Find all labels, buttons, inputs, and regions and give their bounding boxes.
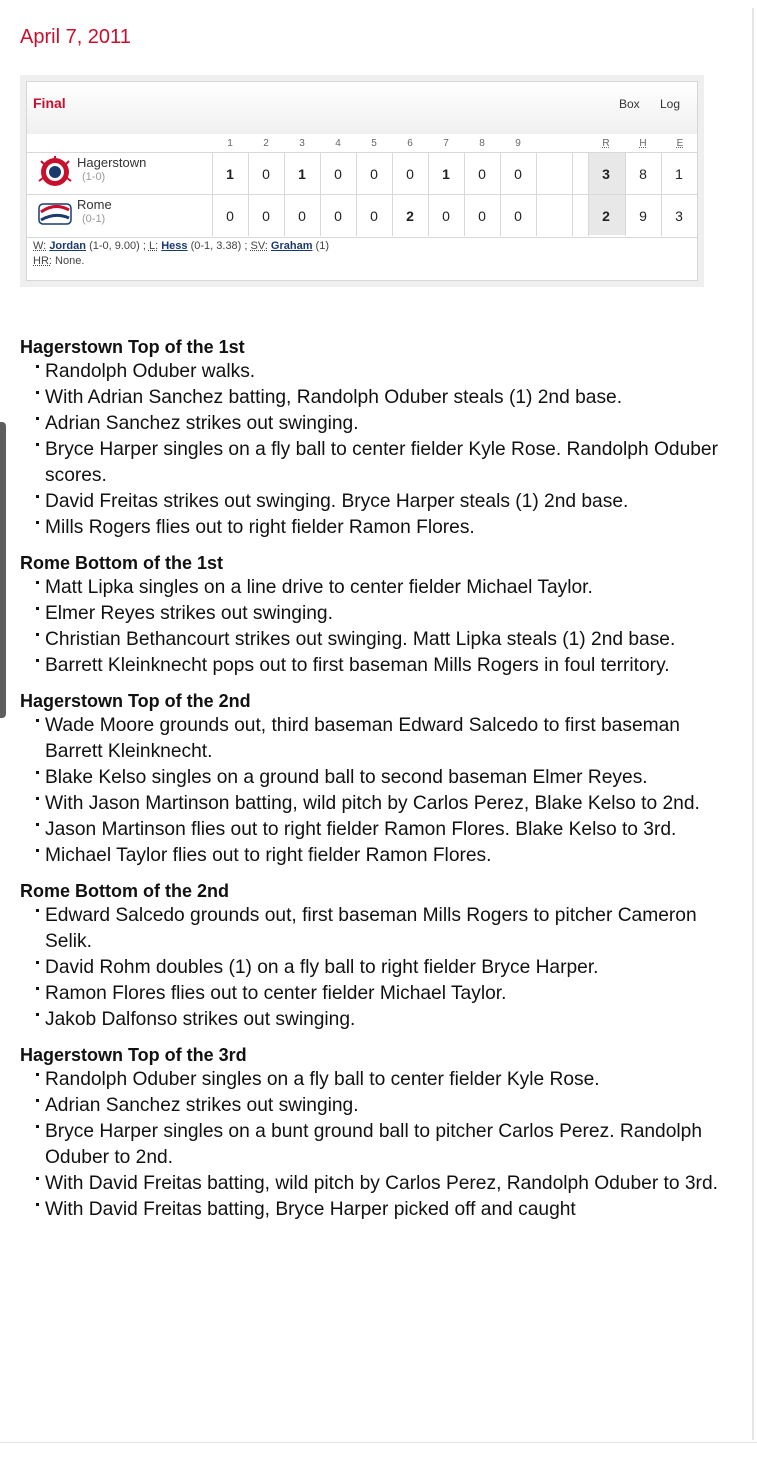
inning-score: 1 — [298, 166, 306, 182]
runs-header: R — [602, 138, 610, 149]
play-item: Ramon Flores flies out to center fielder Michael Taylor. — [20, 981, 720, 1007]
inning-score: 0 — [262, 208, 270, 224]
half-inning-section — [20, 689, 720, 869]
team-hits: 9 — [639, 208, 647, 224]
save-pitcher-stats: (1) — [315, 240, 329, 252]
inning-header: 9 — [515, 138, 521, 149]
box-score-link[interactable]: Box — [619, 97, 640, 111]
home-runs-note — [33, 255, 84, 267]
inning-score: 2 — [406, 208, 414, 224]
grid-line — [536, 152, 537, 236]
inning-score: 0 — [226, 208, 234, 224]
inning-header: 3 — [299, 138, 305, 149]
team-name-hagerstown[interactable]: Hagerstown — [77, 155, 147, 170]
play-item: With David Freitas batting, wild pitch by Carlos Perez, Randolph Oduber to 3rd. — [20, 1171, 720, 1197]
linescore-header — [27, 82, 697, 134]
game-date: April 7, 2011 — [20, 26, 131, 48]
losing-pitcher-stats: (0-1, 3.38) ; — [190, 240, 248, 252]
page-bottom-border — [0, 1442, 757, 1443]
play-item: Bryce Harper singles on a fly ball to center fielder Kyle Rose. Randolph Oduber scores. — [20, 437, 720, 489]
team-record-rome: (0-1) — [82, 213, 106, 225]
half-inning-title: Rome Bottom of the 2nd — [20, 881, 229, 901]
play-item: Adrian Sanchez strikes out swinging. — [20, 1093, 720, 1119]
play-item: Blake Kelso singles on a ground ball to second baseman Elmer Reyes. — [20, 765, 720, 791]
inning-score: 0 — [442, 208, 450, 224]
play-item: Randolph Oduber singles on a fly ball to center fielder Kyle Rose. — [20, 1067, 720, 1093]
hr-label: HR: — [33, 255, 52, 267]
play-item: David Freitas strikes out swinging. Bryce Harper steals (1) 2nd base. — [20, 489, 720, 515]
inning-score: 0 — [514, 208, 522, 224]
inning-score: 0 — [370, 166, 378, 182]
grid-line — [464, 152, 465, 236]
grid-line — [500, 152, 501, 236]
linescore-box — [26, 81, 698, 281]
play-item: Matt Lipka singles on a line drive to center fielder Michael Taylor. — [20, 575, 720, 601]
save-label: SV: — [250, 240, 268, 252]
half-inning-section — [20, 879, 720, 1033]
grid-line — [625, 152, 626, 236]
play-item: Barrett Kleinknecht pops out to first baseman Mills Rogers in foul territory. — [20, 653, 720, 679]
team-errors: 3 — [675, 208, 683, 224]
play-item: Jason Martinson flies out to right fielder Ramon Flores. Blake Kelso to 3rd. — [20, 817, 720, 843]
play-item: Christian Bethancourt strikes out swinging. Matt Lipka steals (1) 2nd base. — [20, 627, 720, 653]
play-item: Wade Moore grounds out, third baseman Edward Salcedo to first baseman Barrett Kleinknecht. — [20, 713, 720, 765]
grid-line — [284, 152, 285, 236]
inning-score: 0 — [478, 166, 486, 182]
play-item: Randolph Oduber walks. — [20, 359, 720, 385]
inning-score: 0 — [370, 208, 378, 224]
grid-line — [588, 152, 589, 236]
inning-header: 8 — [479, 138, 485, 149]
team-runs: 2 — [602, 208, 610, 224]
half-inning-section — [20, 335, 720, 541]
team-runs: 3 — [602, 166, 610, 182]
inning-score: 1 — [442, 166, 450, 182]
inning-header: 5 — [371, 138, 377, 149]
play-item: Elmer Reyes strikes out swinging. — [20, 601, 720, 627]
save-pitcher-link[interactable]: Graham — [270, 240, 313, 252]
inning-header: 1 — [227, 138, 233, 149]
inning-score: 0 — [334, 166, 342, 182]
rome-braves-logo — [37, 198, 73, 230]
grid-line — [356, 152, 357, 236]
play-item: Bryce Harper singles on a bunt ground ball to pitcher Carlos Perez. Randolph Oduber to 2nd. — [20, 1119, 720, 1171]
play-item: With Adrian Sanchez batting, Randolph Oduber steals (1) 2nd base. — [20, 385, 720, 411]
losing-pitcher-link[interactable]: Hess — [161, 240, 188, 252]
row-divider — [27, 194, 697, 195]
errors-header: E — [676, 138, 684, 149]
half-inning-section — [20, 1043, 720, 1223]
hr-value: None. — [55, 255, 85, 267]
play-item: Michael Taylor flies out to right fielder Ramon Flores. — [20, 843, 720, 869]
play-item: With Jason Martinson batting, wild pitch by Carlos Perez, Blake Kelso to 2nd. — [20, 791, 720, 817]
game-status: Final — [33, 95, 66, 111]
hagerstown-suns-logo — [37, 156, 73, 188]
linescore-panel — [20, 75, 704, 287]
grid-line — [661, 152, 662, 236]
grid-line — [392, 152, 393, 236]
play-by-play — [20, 335, 720, 1233]
scroll-handle[interactable] — [0, 422, 6, 718]
play-item: Jakob Dalfonso strikes out swinging. — [20, 1007, 720, 1033]
grid-line — [248, 152, 249, 236]
inning-header: 4 — [335, 138, 341, 149]
team-name-rome[interactable]: Rome — [77, 197, 112, 212]
inning-score: 0 — [334, 208, 342, 224]
half-inning-title: Hagerstown Top of the 3rd — [20, 1045, 247, 1065]
play-item: With David Freitas batting, Bryce Harper picked off and caught — [20, 1197, 720, 1223]
team-errors: 1 — [675, 166, 683, 182]
half-inning-title: Hagerstown Top of the 2nd — [20, 691, 251, 711]
play-item: Edward Salcedo grounds out, first baseman Mills Rogers to pitcher Cameron Selik. — [20, 903, 720, 955]
pitching-decisions — [33, 240, 329, 252]
grid-line — [212, 152, 213, 236]
team-hits: 8 — [639, 166, 647, 182]
game-log-link[interactable]: Log — [660, 97, 681, 111]
hits-header: H — [639, 138, 647, 149]
winning-pitcher-link[interactable]: Jordan — [49, 240, 86, 252]
grid-line — [572, 152, 573, 236]
inning-score: 0 — [478, 208, 486, 224]
inning-score: 0 — [262, 166, 270, 182]
loss-label: L: — [148, 240, 159, 252]
win-label: W: — [33, 240, 47, 252]
inning-header: 2 — [263, 138, 269, 149]
winning-pitcher-stats: (1-0, 9.00) ; — [89, 240, 146, 252]
grid-line — [320, 152, 321, 236]
play-item: Mills Rogers flies out to right fielder Ramon Flores. — [20, 515, 720, 541]
page-right-border — [752, 8, 754, 1440]
play-item: David Rohm doubles (1) on a fly ball to right fielder Bryce Harper. — [20, 955, 720, 981]
inning-score: 0 — [298, 208, 306, 224]
inning-score: 0 — [514, 166, 522, 182]
inning-header: 6 — [407, 138, 413, 149]
inning-score: 0 — [406, 166, 414, 182]
inning-score: 1 — [226, 166, 234, 182]
inning-header: 7 — [443, 138, 449, 149]
half-inning-title: Hagerstown Top of the 1st — [20, 337, 245, 357]
grid-line — [428, 152, 429, 236]
half-inning-section — [20, 551, 720, 679]
team-record-hagerstown: (1-0) — [82, 171, 106, 183]
play-item: Adrian Sanchez strikes out swinging. — [20, 411, 720, 437]
half-inning-title: Rome Bottom of the 1st — [20, 553, 224, 573]
